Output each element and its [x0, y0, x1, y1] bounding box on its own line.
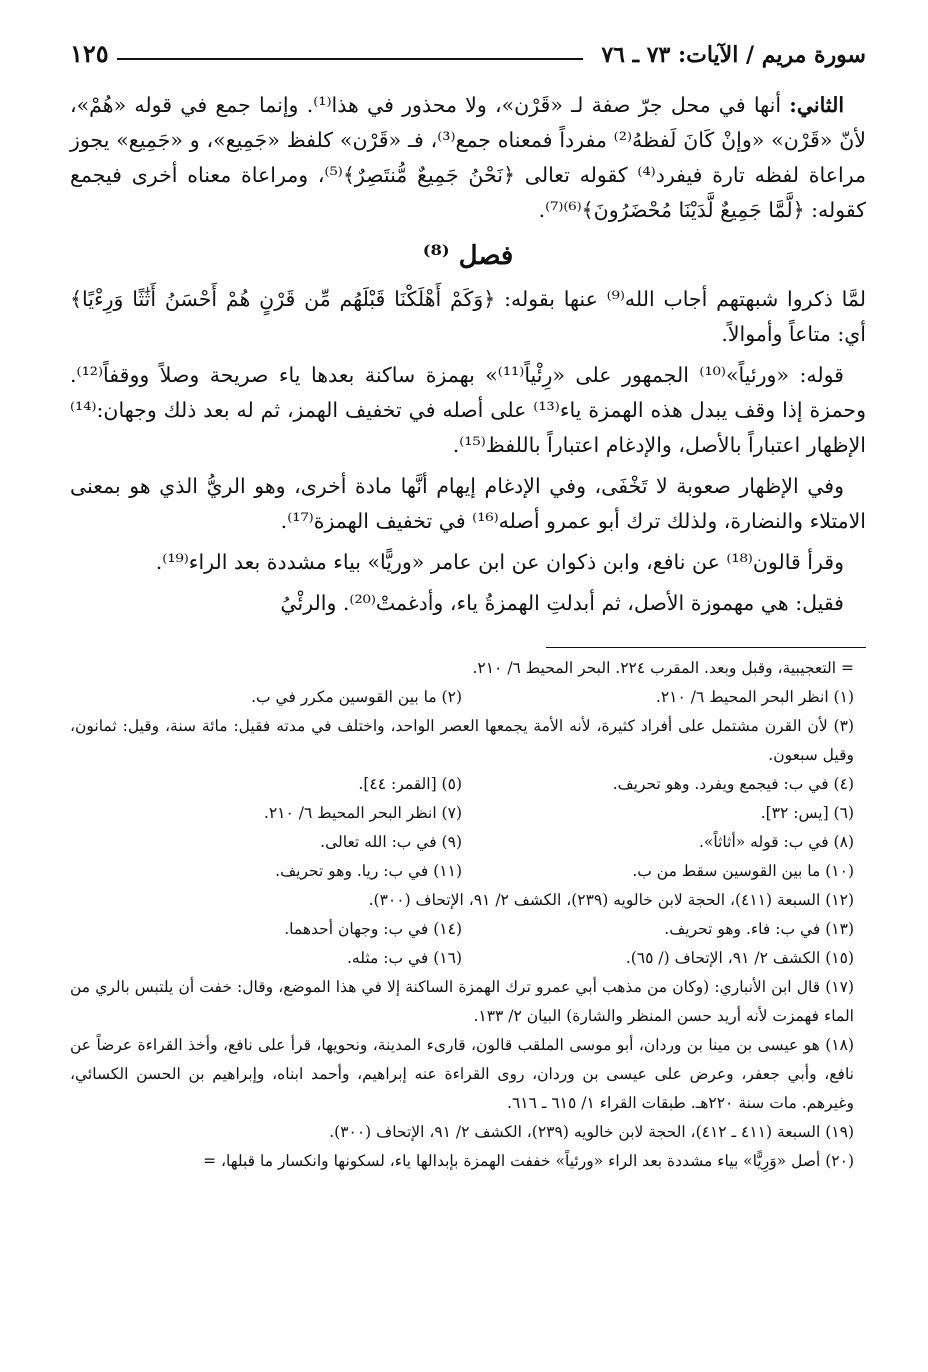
section-heading: فصل ⁽⁸⁾	[422, 241, 514, 271]
header-rule	[117, 58, 584, 60]
footnote-19: (١٩) السبعة (٤١١ ـ ٤١٢)، الحجة لابن خالويه (٢٣٩)، الكشف ٢/ ٩١، الإتحاف (٣٠٠).	[329, 1123, 854, 1141]
main-text	[70, 88, 866, 621]
footnote-4: (٤) في ب: فيجمع ويفرد. وهو تحريف.	[612, 775, 854, 793]
footnote-row	[70, 770, 854, 799]
footnote-6: (٦) [يس: ٣٢].	[760, 804, 854, 822]
footnote-row	[70, 683, 854, 712]
footnote-3: (٣) لأن القرن مشتمل على أفراد كثيرة، لأنه الأمة يجمعها العصر الواحد، واختلف في مدته فقيل: مائة سنة، وقيل: ثمانون، وقيل سبعون.	[70, 717, 854, 764]
paragraph-second-reason	[70, 88, 866, 228]
paragraph-hamza-origin: فقيل: هي مهموزة الأصل، ثم أبدلتِ الهمزةُ ياء، وأدغمتْ⁽²⁰⁾. والرئْيُ	[280, 591, 844, 615]
footnote-9: (٩) في ب: الله تعالى.	[320, 833, 462, 851]
footnote-separator	[546, 647, 866, 648]
footnote-11: (١١) في ب: ريا. وهو تحريف.	[275, 862, 462, 880]
footnote-20: (٢٠) أصل «وَرِيًّا» بياء مشددة بعد الراء «ورئياً» خففت الهمزة بإبدالها ياء، لسكونها وانكسار ما قبلها، =	[203, 1152, 854, 1170]
footnote-7: (٧) انظر البحر المحيط ٦/ ٢١٠.	[263, 804, 462, 822]
footnote-16: (١٦) في ب: مثله.	[346, 949, 462, 967]
footnote-5: (٥) [القمر: ٤٤].	[358, 775, 462, 793]
footnote-continuation: = التعجيبية، وقبل وبعد. المقرب ٢٢٤. البحر المحيط ٦/ ٢١٠.	[472, 659, 854, 677]
footnote-13: (١٣) في ب: فاء. وهو تحريف.	[664, 920, 854, 938]
page-header	[70, 28, 866, 68]
footnote-row	[70, 944, 854, 973]
footnote-row	[70, 799, 854, 828]
paragraph-riya-reading: قوله: «ورئياً»⁽¹⁰⁾ الجمهور على «رِئْياً⁽¹¹⁾» بهمزة ساكنة بعدها ياء صريحة وصلاً ووقفاً⁽¹²⁾. وحمزة إذا وقف يبدل هذه الهمزة ياء⁽¹³⁾ على أصله في تخفيف الهمز، ثم له بعد ذلك وجهان:⁽¹⁴⁾ الإظهار اعتباراً بالأصل، والإدغام اعتباراً باللفظ⁽¹⁵⁾.	[70, 363, 866, 457]
footnote-row	[70, 828, 854, 857]
paragraph-idgham: وفي الإظهار صعوبة لا تَخْفَى، وفي الإدغام إيهام أنَّها مادة أخرى، وهو الريُّ الذي هو بمعنى الامتلاء والنضارة، ولذلك ترك أبو عمرو أصله⁽¹⁶⁾ في تخفيف الهمزة⁽¹⁷⁾.	[70, 474, 866, 533]
footnote-8: (٨) في ب: قوله «أثاثاً».	[698, 833, 854, 851]
footnote-18: (١٨) هو عيسى بن مينا بن وردان، أبو موسى الملقب قالون، قارىء المدينة، ونحويها، قرأ على نافع، وأخذ القراءة عرضاً عن نافع، وأبي جعفر، وعرض على عيسى بن وردان، روى القراءة عنه إبراهيم، وأحمد ابناه، وإبراهيم بن الحسن الكسائي، وغيرهم. مات سنة ٢٢٠هـ. طبقات القراء ١/ ٦١٥ ـ ٦١٦.	[70, 1036, 854, 1112]
footnote-17: (١٧) قال ابن الأنباري: (وكان من مذهب أبي عمرو ترك الهمزة الساكنة إلا في هذا الموضع، وقال: خفت أن يلتبس بالري من الماء فهمزت لأنه أريد حسن المنظر والشارة) البيان ٢/ ١٣٣.	[70, 978, 854, 1025]
footnote-2: (٢) ما بين القوسين مكرر في ب.	[251, 688, 462, 706]
footnote-row	[70, 915, 854, 944]
document-page	[70, 28, 866, 1176]
footnote-1: (١) انظر البحر المحيط ٦/ ٢١٠.	[655, 688, 854, 706]
running-title: سورة مريم / الآيات: ٧٣ ـ ٧٦	[601, 42, 866, 68]
page-number: ١٢٥	[70, 39, 109, 68]
footnote-14: (١٤) في ب: وجهان أحدهما.	[284, 920, 462, 938]
paragraph-qalun: وقرأ قالون⁽¹⁸⁾ عن نافع، وابن ذكوان عن ابن عامر «وريًّا» بياء مشددة بعد الراء⁽¹⁹⁾.	[155, 550, 844, 574]
paragraph-lead: الثاني:	[789, 93, 845, 117]
footnotes	[70, 654, 854, 1176]
footnote-row	[70, 857, 854, 886]
footnote-10: (١٠) ما بين القوسين سقط من ب.	[632, 862, 854, 880]
paragraph-response: لمَّا ذكروا شبهتهم أجاب الله⁽⁹⁾ عنها بقوله: ﴿وَكَمْ أَهْلَكْنَا قَبْلَهُم مِّن قَرْنٍ هُمْ أَحْسَنُ أَثَٰثًا وَرِءْيًا﴾ أي: متاعاً وأموالاً.	[70, 287, 866, 346]
footnote-15: (١٥) الكشف ٢/ ٩١، الإتحاف (/ ٦٥).	[625, 949, 854, 967]
footnote-12: (١٢) السبعة (٤١١)، الحجة لابن خالويه (٢٣٩)، الكشف ٢/ ٩١، الإتحاف (٣٠٠).	[368, 891, 854, 909]
paragraph-text: أنها في محل جرّ صفة لـ «قَرْن»، ولا محذور في هذا⁽¹⁾. وإنما جمع في قوله «هُمْ»، لأنّ «قَرْن» «وإنْ كَانَ لَفظهُ⁽²⁾ مفرداً فمعناه جمع⁽³⁾، فـ «قَرْن» كلفظ «جَمِيع»، و «جَمِيع» يجوز مراعاة لفظه تارة فيفرد⁽⁴⁾ كقوله تعالى ﴿نَحْنُ جَمِيعٌ مُّنتَصِرٌ﴾⁽⁵⁾، ومراعاة معناه أخرى فيجمع كقوله: ﴿لَّمَّا جَمِيعٌ لَّدَيْنَا مُحْضَرُونَ﴾⁽⁶⁾⁽⁷⁾.	[70, 93, 866, 222]
